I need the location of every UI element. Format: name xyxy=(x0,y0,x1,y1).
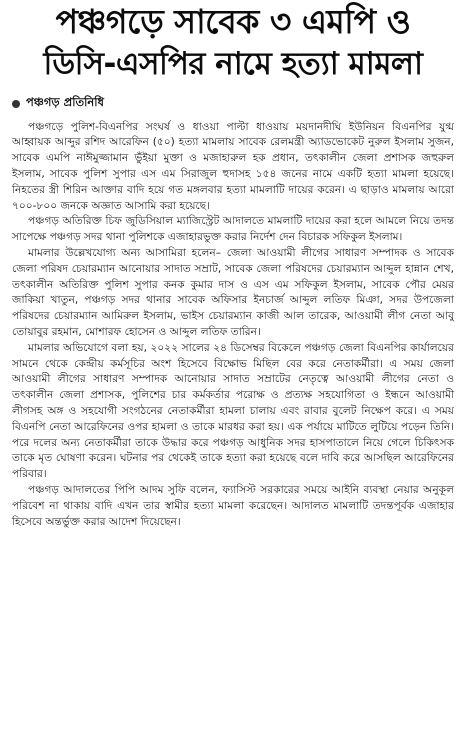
headline-line-1: পঞ্চগড়ে সাবেক ৩ এমপি ও xyxy=(55,2,411,41)
article-paragraph: পঞ্চগড় আদালতের পিপি আদম সুফি বলেন, ফ্যাসিস্ট সরকারের সময়ে আইনি ব্যবস্থা নেয়ার অনুকূল পরিবেশ না থাকায় বাদি এখন তার স্বামীর হত্যা মামলা করেছেন। আদালত মামলাটি তদন্তপূর্বক এজাহার হিসেবে অন্তর্ভুক্ত করার আদেশ দিয়েছেন। xyxy=(12,484,454,528)
bullet-icon xyxy=(12,100,20,108)
byline-text: পঞ্চগড় প্রতিনিধি xyxy=(26,95,104,110)
article-paragraph: মামলার অভিযোগে বলা হয়, ২০২২ সালের ২৪ ডিসেম্বর বিকেলে পঞ্চগড় জেলা বিএনপির কার্যালয়ের সামনে থেকে কেন্দ্রীয় কর্মসূচির অংশ হিসেবে বিক্ষোভ মিছিল বের করে নেতাকর্মীরা। এ সময় জেলা আওয়ামী লীগের সাধারণ সম্পাদক আনোয়ার সাদাত সম্রাটের নেতৃত্বে আওয়ামী লীগের নেতা ও তৎকালীন জেলা প্রশাসক, পুলিশের চার কর্মকর্তার পরোক্ষ ও প্রত্যক্ষ সহযোগিতা ও ইন্ধনে আওয়ামী লীগসহ অঙ্গ ও সহযোগী সংগঠনের নেতাকর্মীরা হামলা চালায় এবং রাবার বুলেট নিক্ষেপ করে। এ সময় বিএনপি নেতা আরেফিনের ওপর হামলা ও তাকে মারধর করা হয়। এক পর্যায়ে মাটিতে লুটিয়ে পড়েন তিনি। পরে দলের অন্য নেতাকর্মীরা তাকে উদ্ধার করে পঞ্চগড় আধুনিক সদর হাসপাতালে নিয়ে গেলে চিকিৎসক তাকে মৃত ঘোষণা করেন। ঘটনার পর থেকেই তাকে হত্যা করা হয়েছে বলে দাবি করে আসছিল আরেফিনের পরিবার। xyxy=(12,341,454,481)
article-paragraph: মামলার উল্লেখযোগ্য অন্য আসামিরা হলেন– জেলা আওয়ামী লীগের সাধারণ সম্পাদক ও সাবেক জেলা পরিষদ চেয়ারম্যান আনোয়ার সাদাত সম্রাট, সাবেক জেলা পরিষদের চেয়ারম্যান আব্দুল হান্নান শেখ, তৎকালীন অতিরিক্ত পুলিশ সুপার কনক কুমার দাস ও এস এম সফিকুল ইসলাম, সাবেক পৌর মেয়র জাকিয়া খাতুন, পঞ্চগড় সদর থানার সাবেক অফিসার ইনচার্জ আব্দুল লতিফ মিঞা, সদর উপজেলা পরিষদের চেয়ারম্যান আমিরুল ইসলাম, ভাইস চেয়ারম্যান কাজী আল তারেক, আওয়ামী লীগ নেতা আবু তোয়াবুর রহমান, মোশারফ হোসেন ও আব্দুল লতিফ তারিন। xyxy=(12,247,454,339)
byline xyxy=(12,96,460,112)
headline-line-2: ডিসি-এসপির নামে হত্যা মামলা xyxy=(43,45,423,82)
article-body xyxy=(6,120,460,531)
article-paragraph: পঞ্চগড়ে পুলিশ-বিএনপির সংঘর্ষ ও ধাওয়া পাল্টা ধাওয়ায় ময়দানদীঘি ইউনিয়ন বিএনপির যুগ্ম আহ্বায়ক আব্দুর রশিদ আরেফিন (৫০) হত্যা মামলায় সাবেক রেলমন্ত্রী অ্যাডভোকেট নুরুল ইসলাম সুজন, সাবেক এমপি নাঈমুজ্জামান ভুঁইয়া মুক্তা ও মজাহারুল হক প্রধান, তৎকালীন জেলা প্রশাসক জহুরুল ইসলাম, সাবেক পুলিশ সুপার এস এম সিরাজুল হুদাসহ ১৫৪ জনের নামে একটি হত্যা মামলা হয়েছে। নিহতের স্ত্রী শিরিন আক্তার বাদি হয়ে গত মঙ্গলবার হত্যা মামলাটি দায়ের করেন। এ ছাড়াও মামলায় আরো ৭০০-৮০০ জনকে অজ্ঞাত আসামি করা হয়েছে। xyxy=(12,120,454,212)
article-paragraph: পঞ্চগড় অতিরিক্ত চিফ জুডিসিয়াল ম্যাজিস্ট্রেট আদালতে মামলাটি দায়ের করা হলে আমলে নিয়ে তদন্ত সাপেক্ষে পঞ্চগড় সদর থানা পুলিশকে এজাহারভুক্ত করার নির্দেশ দেন বিচারক সফিকুল ইসলাম। xyxy=(12,215,454,244)
headline xyxy=(6,4,460,82)
